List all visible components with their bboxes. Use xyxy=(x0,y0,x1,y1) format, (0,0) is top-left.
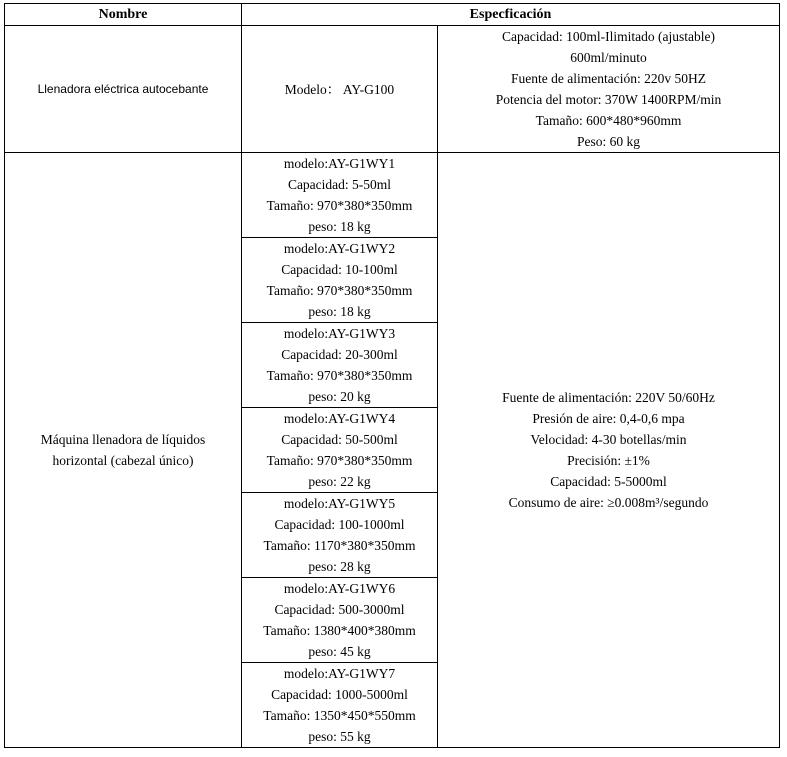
model-line: peso: 20 kg xyxy=(308,389,371,404)
model-line: Tamaño: 970*380*350mm xyxy=(266,283,413,298)
spec-line: Capacidad: 100ml-Ilimitado (ajustable) xyxy=(502,29,715,44)
spec-line: Peso: 60 kg xyxy=(576,134,640,149)
model-line: peso: 22 kg xyxy=(308,474,371,489)
model-line: peso: 28 kg xyxy=(308,559,371,574)
model-line: Tamaño: 1350*450*550mm xyxy=(263,708,416,723)
model-line: Tamaño: 1170*380*350mm xyxy=(263,538,416,553)
model-line: Capacidad: 20-300ml xyxy=(281,347,398,362)
spec-line: Potencia del motor: 370W 1400RPM/min xyxy=(495,92,722,107)
model-line: Capacidad: 50-500ml xyxy=(281,432,398,447)
model-line: modelo:AY-G1WY5 xyxy=(283,496,396,511)
spec-line: Tamaño: 600*480*960mm xyxy=(535,113,682,128)
product-name-line: horizontal (cabezal único) xyxy=(52,453,194,468)
header-spec: Especficación xyxy=(242,4,780,26)
spec-line: Presión de aire: 0,4-0,6 mpa xyxy=(532,411,685,426)
model-line: Capacidad: 500-3000ml xyxy=(274,602,405,617)
spec-cell xyxy=(438,26,780,153)
model-line: Tamaño: 970*380*350mm xyxy=(266,453,413,468)
header-name: Nombre xyxy=(5,4,242,26)
table-row xyxy=(5,26,780,153)
model-line: Tamaño: 1380*400*380mm xyxy=(263,623,416,638)
spec-line: Precisión: ±1% xyxy=(567,453,650,468)
model-line: Tamaño: 970*380*350mm xyxy=(266,198,413,213)
model-line: modelo:AY-G1WY6 xyxy=(283,581,396,596)
model-line: modelo:AY-G1WY7 xyxy=(283,666,396,681)
header-row xyxy=(5,4,780,26)
spec-table xyxy=(4,3,780,748)
model-cell xyxy=(242,238,438,323)
spec-line: Fuente de alimentación: 220v 50HZ xyxy=(511,71,706,86)
model-line: Capacidad: 1000-5000ml xyxy=(271,687,408,702)
model-cell xyxy=(242,323,438,408)
spec-line: 600ml/minuto xyxy=(570,50,647,65)
model-line: peso: 18 kg xyxy=(308,304,371,319)
spec-cell xyxy=(438,153,780,748)
spec-line: Velocidad: 4-30 botellas/min xyxy=(530,432,687,447)
model-line: modelo:AY-G1WY3 xyxy=(283,326,396,341)
product-name: Llenadora eléctrica autocebante xyxy=(5,26,242,153)
model-line: Tamaño: 970*380*350mm xyxy=(266,368,413,383)
table-row xyxy=(5,153,780,238)
product-name-line: Máquina llenadora de líquidos xyxy=(40,432,206,447)
model-line: peso: 18 kg xyxy=(308,219,371,234)
model-cell xyxy=(242,153,438,238)
model-line: modelo:AY-G1WY2 xyxy=(283,241,396,256)
spec-line: Fuente de alimentación: 220V 50/60Hz xyxy=(502,390,715,405)
spec-line: Capacidad: 5-5000ml xyxy=(550,474,667,489)
model-line: Capacidad: 100-1000ml xyxy=(274,517,405,532)
model-cell xyxy=(242,493,438,578)
model-line: modelo:AY-G1WY1 xyxy=(283,156,396,171)
model-cell xyxy=(242,408,438,493)
model-line: peso: 45 kg xyxy=(308,644,371,659)
model-cell xyxy=(242,578,438,663)
spec-line: Consumo de aire: ≥0.008m³/segundo xyxy=(508,495,709,510)
product-name xyxy=(5,153,242,748)
model-line: peso: 55 kg xyxy=(308,729,371,744)
model-line: Capacidad: 5-50ml xyxy=(287,177,392,192)
model-line: modelo:AY-G1WY4 xyxy=(283,411,396,426)
model-line: Capacidad: 10-100ml xyxy=(281,262,398,277)
model-cell: Modelo： AY-G100 xyxy=(242,26,438,153)
model-cell xyxy=(242,663,438,748)
